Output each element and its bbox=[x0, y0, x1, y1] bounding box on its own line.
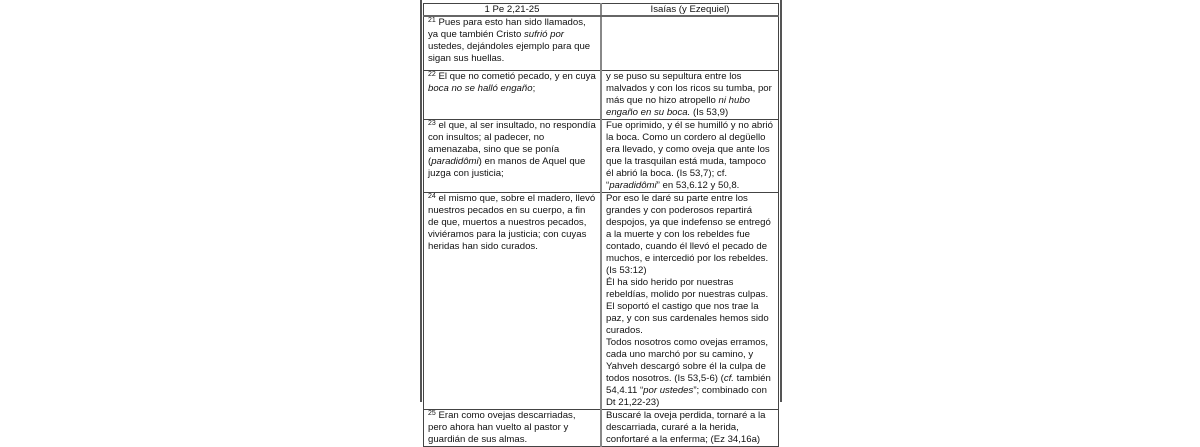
verse-number: 22 bbox=[428, 70, 436, 78]
cell-1pe bbox=[424, 70, 602, 119]
table-row bbox=[424, 409, 779, 446]
verse-number: 24 bbox=[428, 192, 436, 200]
table-row bbox=[424, 192, 779, 409]
cell-1pe bbox=[424, 192, 602, 409]
text: Eran como ovejas descarriadas, pero ahora han vuelto al pastor y guardián de sus almas. bbox=[428, 409, 576, 445]
text: ustedes, dejándoles ejemplo para que sigan sus huellas. bbox=[428, 41, 591, 64]
text: Pues para esto han sido llamados, ya que también Cristo bbox=[428, 17, 586, 40]
header-1pe: 1 Pe 2,21-25 bbox=[424, 4, 602, 17]
italic-text: paradidômi bbox=[431, 155, 479, 167]
verse-number: 21 bbox=[428, 17, 436, 24]
cell-isaias bbox=[601, 119, 779, 192]
text: Él ha sido herido por nuestras rebeldías, molido por nuestras culpas. El soportó el castigo que nos trae la paz, y con sus cardenales hemos sido curados. bbox=[606, 276, 769, 336]
text: Por eso le daré su parte entre los grandes y con poderosos repartirá despojos, ya que indefenso se entregó a la muerte y con los rebeldes fue contado, cuando él llevó el pecado de muchos, e intercedió por los rebeldes. (Is 53:12) bbox=[606, 192, 771, 276]
text: Todos nosotros como ovejas erramos, cada uno marchó por su camino, y Yahveh descargó sobre él la culpa de todos nosotros. (Is 53,5-6) ( bbox=[606, 336, 769, 384]
cell-isaias bbox=[601, 70, 779, 119]
italic-text: por ustedes bbox=[643, 384, 694, 396]
text: ; bbox=[532, 82, 536, 94]
cell-isaias bbox=[601, 192, 779, 409]
text: y se puso su sepultura entre los malvados y con los ricos su tumba, por más que no hizo atropello bbox=[606, 70, 772, 106]
header-isaias: Isaías (y Ezequiel) bbox=[601, 4, 779, 17]
comparison-table bbox=[423, 3, 779, 447]
text: Fue oprimido, y él se humilló y no abrió la boca. Como un cordero al degüello era llevado, y como oveja que ante los que la trasquilan está muda, tampoco él abrió la boca. (Is 53,7); cf. “ bbox=[606, 119, 773, 191]
verse-number: 23 bbox=[428, 119, 436, 127]
cell-1pe bbox=[424, 409, 602, 446]
text: el que, al ser insultado, no respondía con insultos; al padecer, no amenazaba, sino que se ponía ( bbox=[428, 119, 596, 167]
cell-1pe bbox=[424, 16, 602, 70]
italic-text: sufrió por bbox=[523, 29, 564, 40]
text: también 54,4.11 “ bbox=[606, 372, 771, 396]
italic-text: cf. bbox=[723, 372, 734, 384]
table-row bbox=[424, 119, 779, 192]
cell-isaias bbox=[601, 409, 779, 446]
header-row bbox=[424, 4, 779, 17]
cell-isaias bbox=[601, 16, 779, 70]
text: ”; combinado con Dt 21,22-23) bbox=[606, 384, 767, 408]
italic-text: ni hubo engaño en su boca. bbox=[606, 94, 751, 118]
text: ” en 53,6.12 y 50,8. bbox=[656, 179, 740, 191]
text: (Is 53,9) bbox=[690, 106, 729, 118]
text: ) en manos de Aquel que juzga con justicia; bbox=[428, 155, 586, 179]
italic-text: paradidômi bbox=[609, 179, 657, 191]
text: Buscaré la oveja perdida, tornaré a la descarriada, curaré a la herida, confortaré a la enferma; (Ez 34,16a) bbox=[606, 409, 766, 445]
table-row bbox=[424, 16, 779, 70]
italic-text: boca no se halló engaño bbox=[428, 82, 533, 94]
text: El que no cometió pecado, y en cuya bbox=[438, 70, 596, 82]
cell-1pe bbox=[424, 119, 602, 192]
table-row bbox=[424, 70, 779, 119]
text: el mismo que, sobre el madero, llevó nuestros pecados en su cuerpo, a fin de que, muertos a nuestros pecados, viviéramos para la justicia; con cuyas heridas han sido curados. bbox=[428, 192, 596, 252]
verse-number: 25 bbox=[428, 409, 436, 417]
